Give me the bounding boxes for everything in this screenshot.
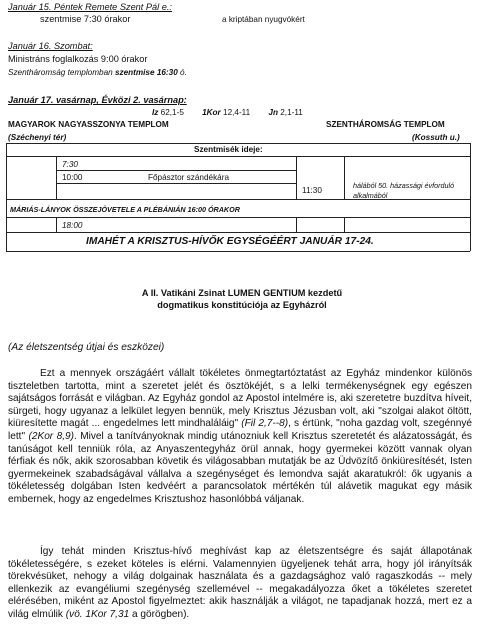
jan15-heading: Január 15. Péntek Remete Szent Pál e.:	[8, 2, 172, 12]
prayer-week: IMAHÉT A KRISZTUS-HÍVŐK EGYSÉGÉÉRT JANUÁR 17-24.	[86, 236, 374, 247]
row2-time: 10:00	[62, 173, 83, 182]
mass-times-header: Szentmisék ideje:	[194, 145, 263, 154]
jan16-line2: Szentháromság templomban szentmise 16:30 ó.	[8, 68, 187, 77]
jan16-heading: Január 16. Szombat:	[8, 41, 93, 51]
section-heading: (Az életszentség útjai és eszközei)	[8, 342, 165, 353]
right-church: SZENTHÁROMSÁG TEMPLOM	[326, 120, 445, 129]
row3-note: hálából 50. házassági évforduló alkalmából	[353, 181, 455, 200]
readings: Iz 62,1-5 1Kor 12,4-11 Jn 2,1-11	[152, 108, 303, 117]
paragraph-1: Ezt a mennyek országáért vállalt tökéletes önmegtartóztatást az Egyház mindenkor különös tiszteletben tartotta, mint a szeretet jelét és ösztökéjét, s a lelki termékenységnek egy egészen sajátságos forrását e világban. Az Egyház gondol az Apostol intelmére is, aki szeretetre buzdítva híveit, sürgeti, hogy ugyanaz a lelkület legyen bennük, mely Krisztus Jézusban volt, aki "szolgai alakot öltött, kiüresítette magát ... engedelmes lett mindhaláláig" (Fil 2,7--8), s értünk, "noha gazdag volt, szegénnyé lett" (2Kor 8,9). Mivel a tanítványoknak mindig utánozniuk kell Krisztus szeretetét és alázatosságát, és tanúságot kell tenniük róla, az Anyaszentegyház örül annak, hogy gyermekei között vannak olyan férfiak és nők, akik szorosabban követik és világosabban mutatják be az Üdvözítő önkiüresítését, Isten gyermekeinek szabadságával vállalva a szegénységet és lemondva saját akaratukról: ők ugyanis a tökéletesség dolgában Isten kedvéért a parancsolatok mértékén túl alávetik magukat egy másik embernek, hogy az engedelmes Krisztushoz hasonlóbbá váljanak.	[8, 368, 472, 505]
jan17-heading: Január 17. vasárnap, Évközi 2. vasárnap:	[8, 95, 187, 105]
jan15-note: a kriptában nyugvókért	[222, 15, 305, 24]
article-title-2: dogmatikus konstitúciója az Egyházról	[157, 300, 327, 310]
jan15-mass: szentmise 7:30 órakor	[40, 14, 131, 24]
meeting-line: MÁRIÁS-LÁNYOK ÖSSZEJÖVETELE A PLÉBÁNIÁN 16:00 ÓRAKOR	[10, 205, 240, 214]
meeting-time: 18:00	[62, 221, 83, 230]
article-title-1: A II. Vatikáni Zsinat LUMEN GENTIUM kezdetű	[141, 288, 343, 298]
left-church: MAGYAROK NAGYASSZONYA TEMPLOM	[8, 120, 169, 129]
jan16-line1: Ministráns foglalkozás 9:00 órakor	[8, 54, 148, 64]
row2-desc: Főpásztor szándékára	[148, 173, 230, 182]
paragraph-2: Így tehát minden Krisztus-hívő meghívást kap az életszentségre és saját állapotának tökéletességére, s ezeket köteles is elérni. Valamennyien ügyeljenek tehát arra, hogy jól irányítsák törekvésüket, nehogy a világ dolgainak használata és a gazdagsághoz való ragaszkodás -- mely ellenkezik az evangéliumi szegénység szellemével -- megakadályozza őket a tökéletes szeretet elérésében, miként az Apostol figyelmeztet: akik használják a világot, ne tapadjanak hozzá, mert ez a világ elmúlik (vö. 1Kor 7,31 a görögben).	[8, 546, 472, 620]
row3-time: 11:30	[302, 186, 322, 195]
right-street: (Kossuth u.)	[412, 133, 460, 142]
row1-time: 7:30	[62, 160, 78, 169]
left-street: (Széchenyi tér)	[8, 133, 67, 142]
